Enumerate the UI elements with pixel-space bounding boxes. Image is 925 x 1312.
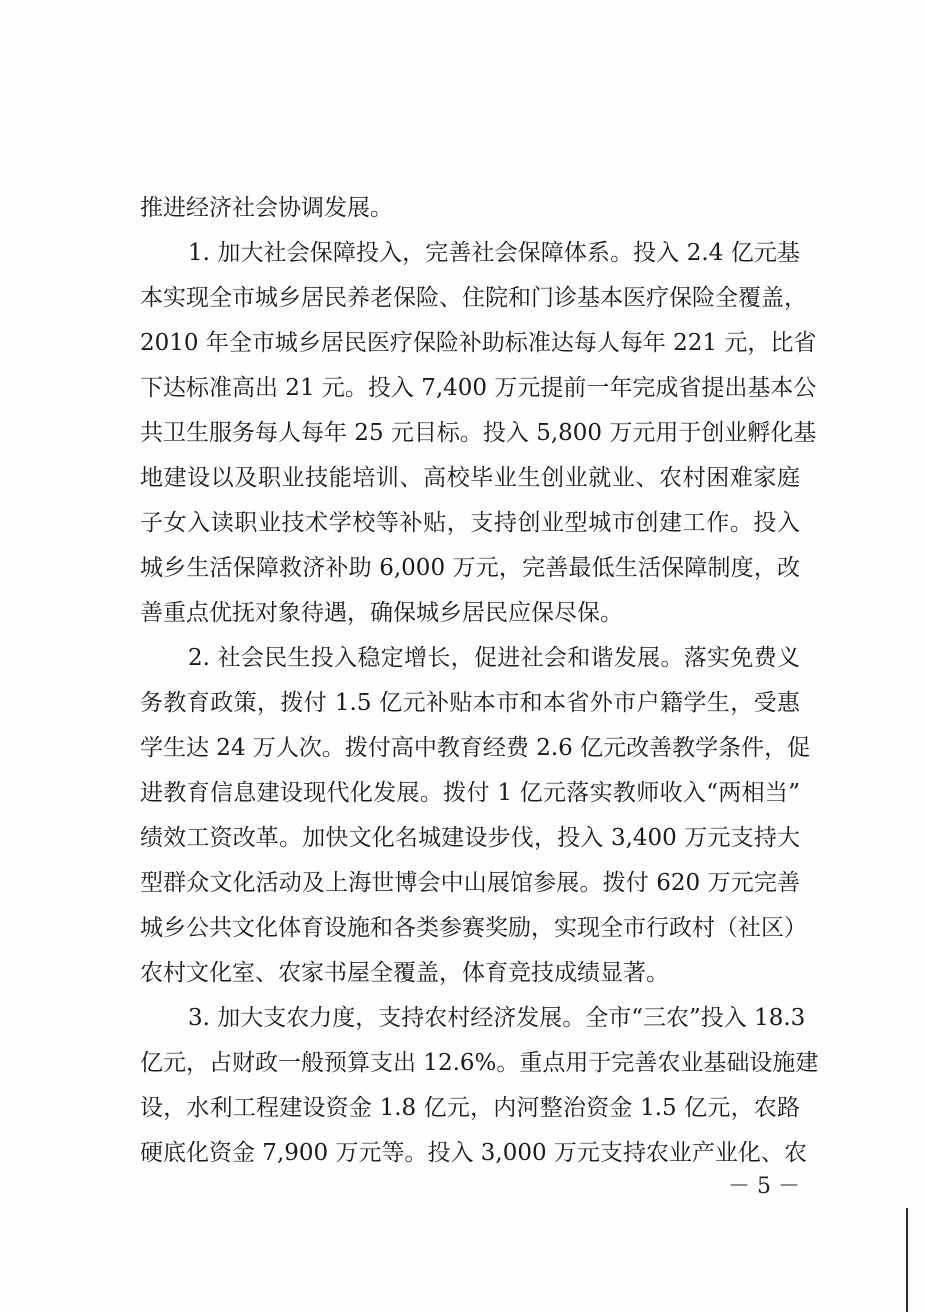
paragraph-3-heading-line: 3. 加大支农力度，支持农村经济发展。全市“三农”投入 18.3 bbox=[188, 1005, 806, 1031]
paragraph-2-heading-line: 2. 社会民生投入稳定增长，促进社会和谐发展。落实免费义 bbox=[188, 645, 800, 671]
text-line: 地建设以及职业技能培训、高校毕业生创业就业、农村困难家庭 bbox=[140, 465, 800, 491]
text-line: 本实现全市城乡居民养老保险、住院和门诊基本医疗保险全覆盖， bbox=[140, 285, 807, 311]
text-line: 城乡生活保障救济补助 6,000 万元，完善最低生活保障制度，改 bbox=[140, 555, 800, 581]
text-line: 亿元，占财政一般预算支出 12.6%。重点用于完善农业基础设施建 bbox=[140, 1050, 819, 1076]
text-line: 下达标准高出 21 元。投入 7,400 万元提前一年完成省提出基本公 bbox=[140, 375, 817, 401]
text-line: 务教育政策，拨付 1.5 亿元补贴本市和本省外市户籍学生，受惠 bbox=[140, 690, 800, 716]
text-line: 共卫生服务每人每年 25 元目标。投入 5,800 万元用于创业孵化基 bbox=[140, 420, 817, 446]
text-line: 型群众文化活动及上海世博会中山展馆参展。拨付 620 万元完善 bbox=[140, 870, 800, 896]
text-line: 2010 年全市城乡居民医疗保险补助标准达每人每年 221 元，比省 bbox=[140, 330, 817, 356]
text-line: 善重点优抚对象待遇，确保城乡居民应保尽保。 bbox=[140, 600, 623, 626]
text-line: 子女入读职业技术学校等补贴，支持创业型城市创建工作。投入 bbox=[140, 510, 800, 536]
text-line: 绩效工资改革。加快文化名城建设步伐，投入 3,400 万元支持大 bbox=[140, 825, 800, 851]
text-line: 硬底化资金 7,900 万元等。投入 3,000 万元支持农业产业化、农 bbox=[140, 1140, 807, 1166]
text-line: 农村文化室、农家书屋全覆盖，体育竞技成绩显著。 bbox=[140, 960, 669, 986]
page-edge-line bbox=[906, 1208, 908, 1312]
text-line: 城乡公共文化体育设施和各类参赛奖励，实现全市行政村（社区） bbox=[140, 915, 807, 941]
page-number: － 5 － bbox=[728, 1174, 800, 1199]
text-line: 进教育信息建设现代化发展。拨付 1 亿元落实教师收入“两相当” bbox=[140, 780, 800, 806]
paragraph-1-heading-line: 1. 加大社会保障投入，完善社会保障体系。投入 2.4 亿元基 bbox=[188, 240, 800, 266]
text-line: 学生达 24 万人次。拨付高中教育经费 2.6 亿元改善教学条件，促 bbox=[140, 735, 811, 761]
text-line: 设，水利工程建设资金 1.8 亿元，内河整治资金 1.5 亿元，农路 bbox=[140, 1095, 800, 1121]
text-line: 推进经济社会协调发展。 bbox=[140, 195, 393, 221]
